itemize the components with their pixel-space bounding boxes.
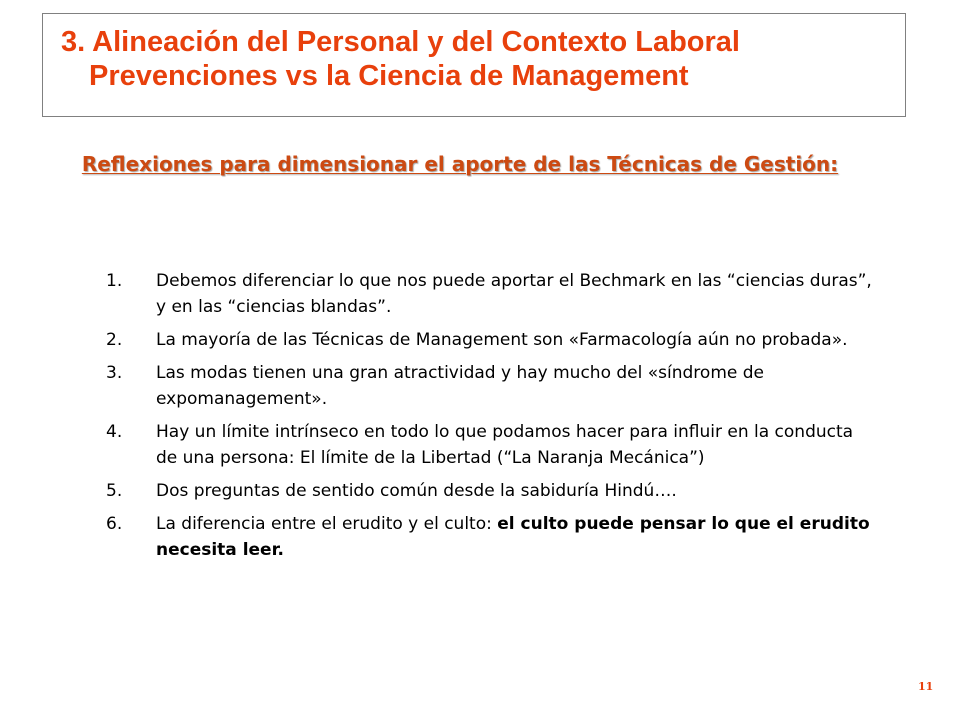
slide-title-line-2: Prevenciones vs la Ciencia de Management xyxy=(89,60,689,92)
item-number: 6. xyxy=(106,514,123,534)
item-text xyxy=(156,511,876,563)
reflections-list xyxy=(106,268,886,570)
item-number: 5. xyxy=(106,481,123,501)
item-text: Hay un límite intrínseco en todo lo que podamos hacer para influir en la conducta de una persona: El límite de la Libertad (“La Naranja Mecánica”) xyxy=(156,422,854,468)
item-number: 1. xyxy=(106,271,123,291)
item-text-bold: el culto puede pensar lo que el erudito necesita leer. xyxy=(156,514,870,560)
item-text-plain: La diferencia entre el erudito y el culto: xyxy=(156,514,498,534)
item-number: 4. xyxy=(106,422,123,442)
slide-title-line-1: 3. Alineación del Personal y del Contexto Laboral xyxy=(61,26,740,58)
item-number: 3. xyxy=(106,363,123,383)
list-item xyxy=(106,360,886,412)
item-text: Dos preguntas de sentido común desde la sabiduría Hindú…. xyxy=(156,481,677,501)
list-item xyxy=(106,268,886,320)
item-number: 2. xyxy=(106,330,123,350)
list-item xyxy=(106,327,886,353)
page-number: 11 xyxy=(918,680,934,693)
item-text: Las modas tienen una gran atractividad y hay mucho del «síndrome de expomanagement». xyxy=(156,363,764,409)
title-box xyxy=(42,13,906,117)
item-text: La mayoría de las Técnicas de Management son «Farmacología aún no probada». xyxy=(156,330,848,350)
section-subtitle: Reflexiones para dimensionar el aporte de las Técnicas de Gestión: xyxy=(81,152,839,176)
list-item xyxy=(106,419,886,471)
list-item xyxy=(106,511,886,563)
list-item xyxy=(106,478,886,504)
item-text: Debemos diferenciar lo que nos puede aportar el Bechmark en las “ciencias duras”, y en las “ciencias blandas”. xyxy=(156,271,872,317)
